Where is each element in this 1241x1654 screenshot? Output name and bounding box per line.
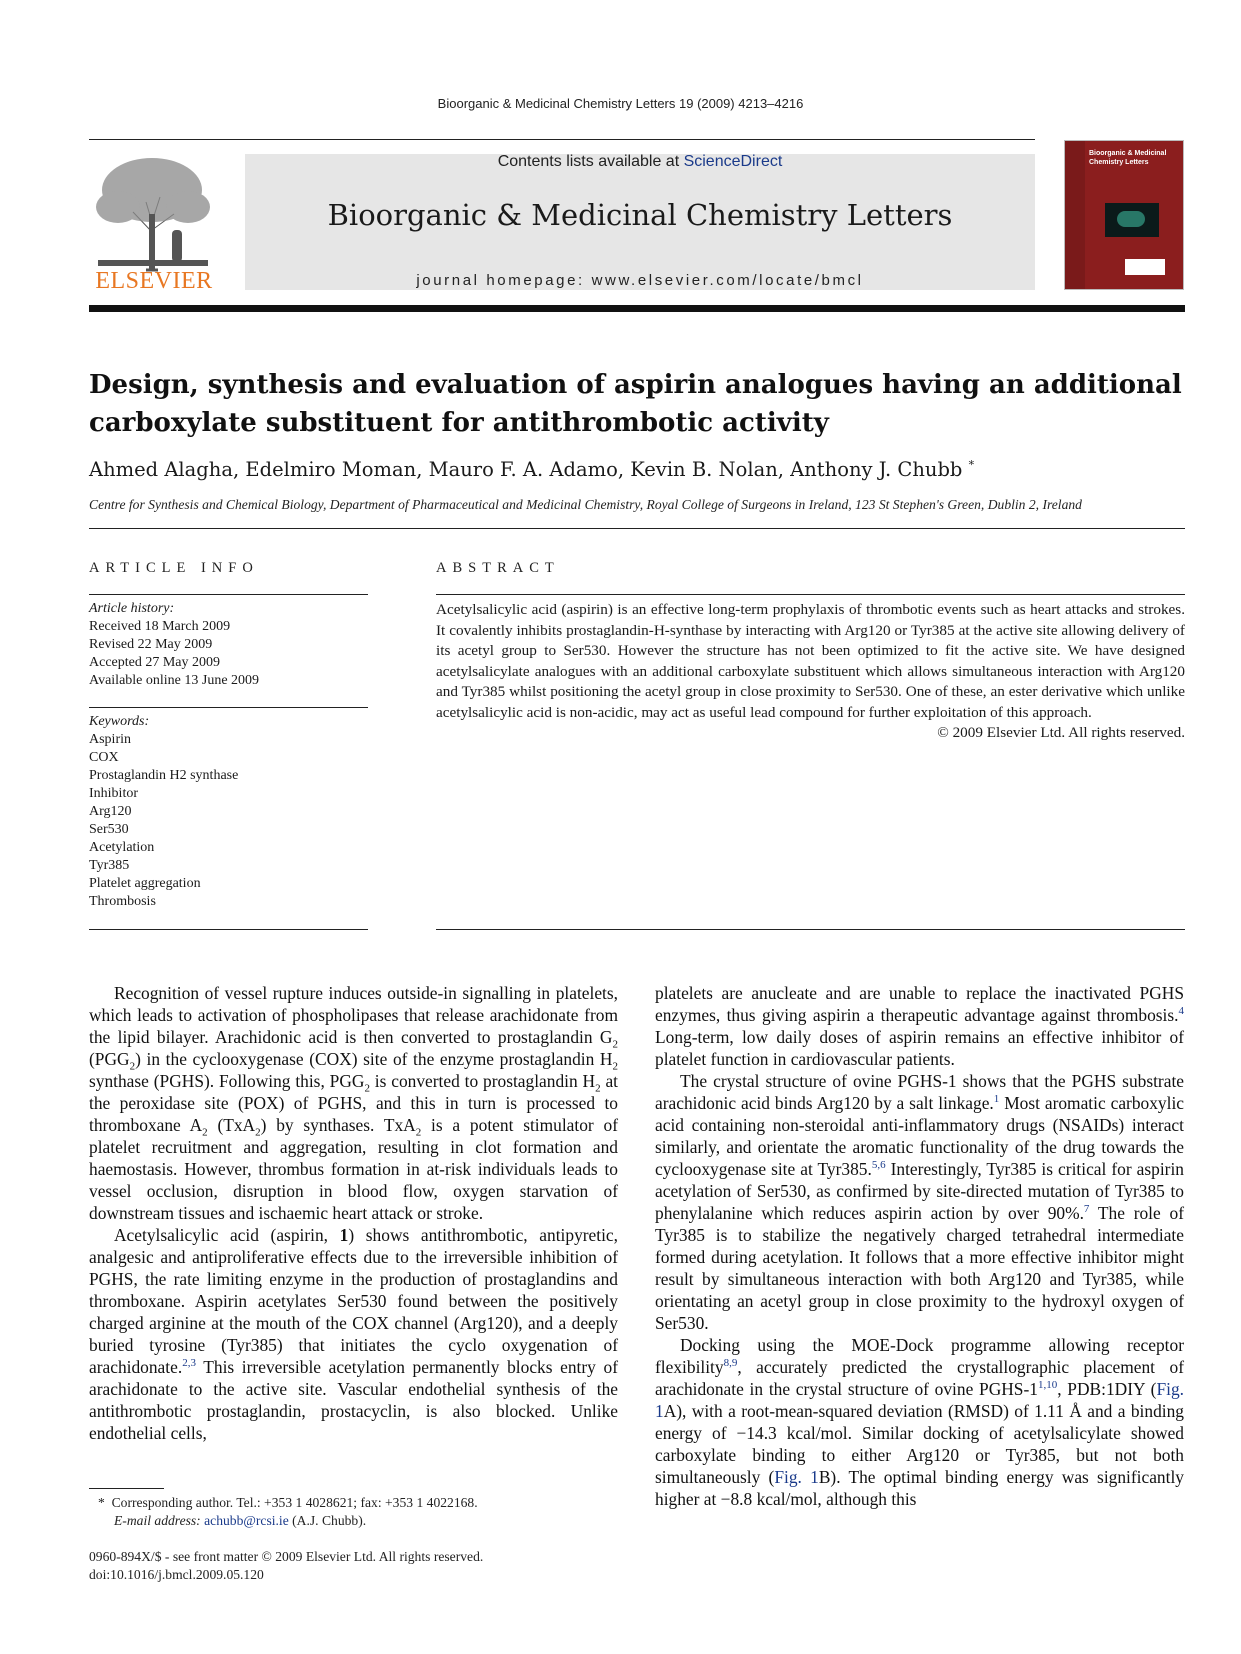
- header-thick-rule: [89, 305, 1185, 312]
- footnote-mark: *: [98, 1495, 105, 1510]
- corresponding-author-mark[interactable]: *: [968, 458, 975, 472]
- author-list: [89, 458, 974, 481]
- keyword: Thrombosis: [89, 894, 156, 909]
- article-info-bottom-rule: [89, 929, 368, 930]
- article-info-heading: ARTICLE INFO: [89, 560, 259, 576]
- authors-text: Ahmed Alagha, Edelmiro Moman, Mauro F. A. Adamo, Kevin B. Nolan, Anthony J. Chubb: [89, 458, 963, 481]
- citation-link[interactable]: 8,9: [723, 1357, 738, 1370]
- history-label: Article history:: [89, 601, 175, 616]
- journal-homepage[interactable]: journal homepage: www.elsevier.com/locate/bmcl: [416, 272, 864, 289]
- footnote-contact: Corresponding author. Tel.: +353 1 4028621; fax: +353 1 4022168.: [111, 1495, 478, 1510]
- email-label: E-mail address:: [114, 1513, 201, 1528]
- doi-line[interactable]: doi:10.1016/j.bmcl.2009.05.120: [89, 1567, 264, 1582]
- paragraph: Acetylsalicylic acid (aspirin, 1) shows antithrombotic, antipyretic, analgesic and antiproliferative effects due to the irreversible inhibition of PGHS, the rate limiting enzyme in the production of prostaglandins and thromboxane. Aspirin acetylates Ser530 found between the positively charged arginine at the mouth of the COX channel (Arg120), and a deeply buried tyrosine (Tyr385) that initiates the cyclo oxygenation of arachidonate.$^{2,3}$ This irreversible acetylation permanently blocks entry of arachidonate to the active site. Vascular endothelial synthesis of the antithrombotic prostaglandin, prostacyclin, is also blocked. Unlike endothelial cells,: [89, 1225, 618, 1443]
- email-suffix: (A.J. Chubb).: [292, 1513, 367, 1528]
- abstract-text: Acetylsalicylic acid (aspirin) is an effective long-term prophylaxis of thrombotic events such as heart attacks and strokes. It covalently inhibits prostaglandin-H-synthase by interacting with Arg120 or Tyr385 at the active site allowing delivery of its acetyl group to Ser530. However the structure has not been optimized to fit the active site. We have designed acetylsalicylate analogues with an additional carboxylate substituent which allows simultaneous interaction with Arg120 and Tyr385 whilst positioning the acetyl group in close proximity to Ser530. One of these, an ester derivative which unlike acetylsalicylic acid is non-acidic, may act as useful lead compound for further exploitation of this approach.: [436, 601, 1185, 721]
- abstract-heading: ABSTRACT: [436, 560, 560, 576]
- email-link[interactable]: achubb@rcsi.ie: [204, 1513, 289, 1528]
- keyword: Arg120: [89, 804, 132, 819]
- footnote-rule: [89, 1488, 164, 1489]
- paragraph: Recognition of vessel rupture induces outside-in signalling in platelets, which leads to activation of phospholipases that release arachidonate from the lipid bilayer. Arachidonic acid is then converted to prostaglandin $G_2$ $(PGG_2)$ in the cyclooxygenase (COX) site of the enzyme prostaglandin $H_2$ synthase (PGHS). Following this, $PGG_2$ is converted to prostaglandin $H_2$ at the peroxidase site (POX) of PGHS, and this in turn is processed to thromboxane $A_2$ (TxA$_2$) by synthases. TxA$_2$ is a potent stimulator of platelet recruitment and aggregation, resulting in clot formation and haemostasis. However, thrombus formation in at-risk individuals leads to vessel occlusion, disruption in blood flow, oxygen starvation of downstream tissues and ischaemic heart attack or stroke.: [89, 983, 618, 1223]
- keyword: COX: [89, 750, 119, 765]
- affiliation-rule: [89, 528, 1185, 529]
- citation-link[interactable]: 7: [1083, 1203, 1090, 1216]
- affiliation: Centre for Synthesis and Chemical Biology, Department of Pharmaceutical and Medicinal Chemistry, Royal College of Surgeons in Ireland, 123 St Stephen's Green, Dublin 2, Ireland: [89, 497, 1082, 512]
- abstract-copyright: © 2009 Elsevier Ltd. All rights reserved.: [937, 724, 1185, 741]
- journal-reference: Bioorganic & Medicinal Chemistry Letters 19 (2009) 4213–4216: [437, 96, 804, 111]
- paragraph: The crystal structure of ovine PGHS-1 shows that the PGHS substrate arachidonic acid binds Arg120 by a salt linkage.$^1$ Most aromatic carboxylic acid containing non-steroidal anti-inflammatory drugs (NSAIDs) interact similarly, and orientate the aromatic functionality of the drug towards the cyclooxygenase site at Tyr385.$^{5,6}$ Interestingly, Tyr385 is critical for aspirin acetylation of Ser530, as confirmed by site-directed mutation of Tyr385 to phenylalanine which reduces aspirin action by over 90%.$^7$ The role of Tyr385 is to stabilize the negatively charged tetrahedral intermediate formed during acetylation. It follows that a more effective inhibitor might result by simultaneous interaction with both Arg120 and Tyr385, while orientating an acetyl group in close proximity to the hydroxyl oxygen of Ser530.: [655, 1071, 1184, 1333]
- keywords-label: Keywords:: [89, 714, 150, 729]
- paragraph: platelets are anucleate and are unable to replace the inactivated PGHS enzymes, thus giving aspirin a therapeutic advantage against thrombosis.$^4$ Long-term, low daily doses of aspirin remains an effective inhibitor of platelet function in cardiovascular patients.: [655, 983, 1184, 1069]
- figure-link[interactable]: Fig. 1: [774, 1467, 819, 1487]
- issn-line: 0960-894X/$ - see front matter © 2009 Elsevier Ltd. All rights reserved.: [89, 1549, 484, 1564]
- citation-link[interactable]: 1: [993, 1093, 1000, 1106]
- elsevier-wordmark: ELSEVIER: [95, 268, 213, 294]
- cover-title: Bioorganic & Medicinal Chemistry Letters: [1089, 150, 1167, 166]
- keyword: Platelet aggregation: [89, 876, 201, 891]
- article-title: Design, synthesis and evaluation of aspirin analogues having an additional carboxylate substituent for antithrombotic activity: [89, 370, 1182, 438]
- footnote: [98, 1494, 658, 1530]
- history-online: Available online 13 June 2009: [89, 673, 260, 688]
- citation-link[interactable]: 5,6: [871, 1159, 886, 1172]
- body-column-right: [655, 982, 1184, 1510]
- body-column-left: [89, 982, 618, 1444]
- keywords-rule: [89, 707, 368, 708]
- history-accepted: Accepted 27 May 2009: [89, 655, 221, 670]
- citation-link[interactable]: 4: [1178, 1005, 1184, 1018]
- paragraph: Docking using the MOE-Dock programme allowing receptor flexibility$^{8,9}$, accurately predicted the crystallographic placement of arachidonate in the crystal structure of ovine PGHS-1$^{1,10}$, PDB:1DIY (Fig. 1A), with a root-mean-squared deviation (RMSD) of 1.11 Å and a binding energy of −14.3 kcal/mol. Similar docking of acetylsalicylate showed carboxylate binding to either Arg120 or Tyr385, but not both simultaneously (Fig. 1B). The optimal binding energy was significantly higher at −8.8 kcal/mol, although this: [655, 1335, 1184, 1509]
- keyword: Prostaglandin H2 synthase: [89, 768, 239, 783]
- citation-link[interactable]: 2,3: [182, 1357, 196, 1370]
- keyword: Ser530: [89, 822, 129, 837]
- figure-link[interactable]: Fig. 1: [655, 1379, 1184, 1421]
- front-matter: [89, 1548, 689, 1584]
- journal-title: Bioorganic & Medicinal Chemistry Letters: [327, 198, 953, 232]
- citation-link[interactable]: 1,10: [1037, 1379, 1058, 1392]
- keyword: Inhibitor: [89, 786, 138, 801]
- abstract-block: [436, 600, 1185, 744]
- abstract-rule: [436, 594, 1185, 595]
- history-received: Received 18 March 2009: [89, 619, 231, 634]
- abstract-bottom-rule: [436, 929, 1185, 930]
- contents-line: [245, 153, 1035, 171]
- keyword: Acetylation: [89, 840, 155, 855]
- history-revised: Revised 22 May 2009: [89, 637, 213, 652]
- article-history: [89, 600, 369, 690]
- keyword: Aspirin: [89, 732, 131, 747]
- keywords-list: [89, 713, 369, 911]
- journal-cover: [1064, 140, 1184, 290]
- keyword: Tyr385: [89, 858, 130, 873]
- header-rule: [89, 139, 1035, 140]
- article-info-rule: [89, 594, 368, 595]
- contents-prefix: Contents lists available at: [497, 153, 684, 170]
- sciencedirect-link[interactable]: ScienceDirect: [683, 153, 783, 170]
